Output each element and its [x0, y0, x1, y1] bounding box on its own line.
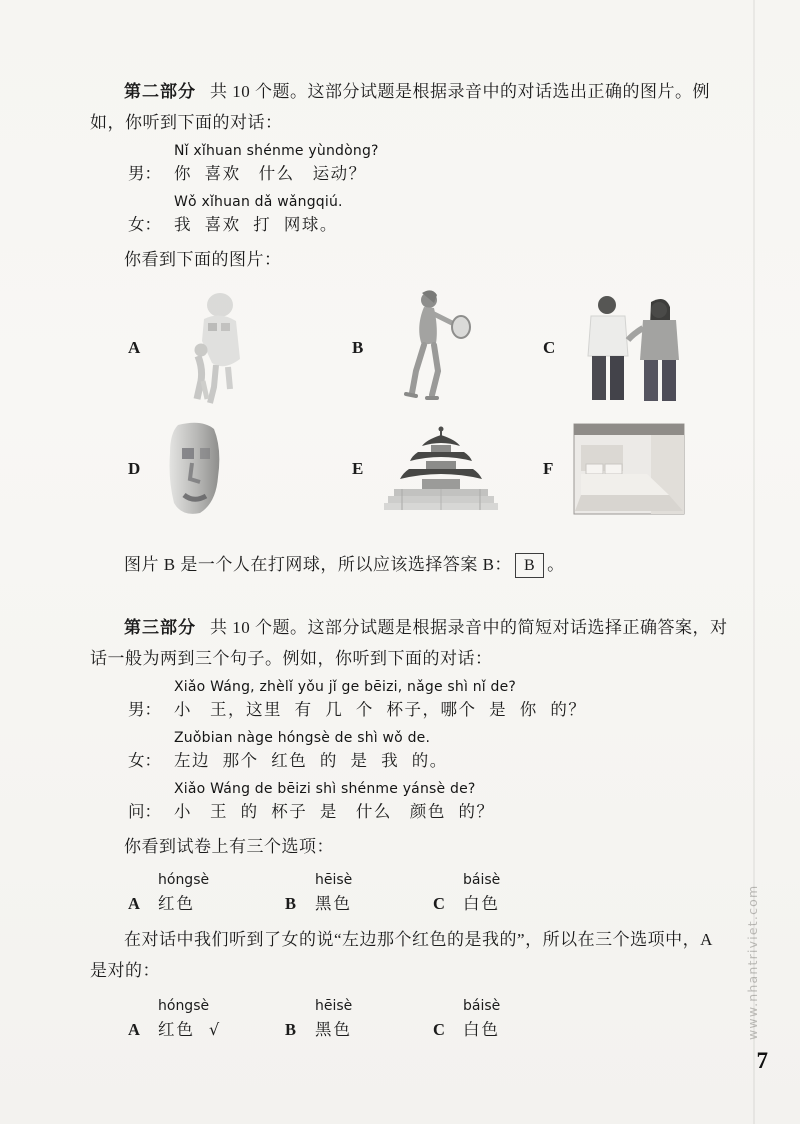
page-content	[90, 76, 734, 1042]
couple-walking-icon	[573, 294, 699, 402]
option-label: C	[433, 894, 445, 913]
option-hanzi: 黑色	[315, 1020, 352, 1039]
part3-heading: 第三部分	[124, 618, 196, 637]
options-row-answered	[128, 998, 734, 1042]
option-label: A	[128, 894, 140, 913]
picture-label: A	[128, 338, 141, 357]
picture-option-a	[128, 289, 352, 407]
part3-explanation: 在对话中我们听到了女的说“左边那个红色的是我的”，所以在三个选项中，A 是对的：	[90, 930, 712, 980]
part2-heading: 第二部分	[124, 82, 196, 101]
dialogue-line	[128, 193, 734, 237]
hanzi-line: 小 王 的 杯子 是 什么 颜色 的？	[174, 802, 495, 821]
part2-pictures-caption: 你看到下面的图片：	[124, 250, 282, 269]
part3-intro-paragraph	[90, 612, 734, 674]
hanzi-line: 小 王，这里 有 几 个 杯子，哪个 是 你 的？	[174, 700, 587, 719]
option-label: B	[285, 894, 297, 913]
option-c	[433, 872, 500, 916]
dialogue-line	[128, 729, 734, 773]
option-hanzi: 红色	[158, 1020, 195, 1039]
picture-option-d	[128, 419, 352, 519]
picture-option-e	[352, 425, 543, 513]
pinyin-line: Zuǒbian nàge hóngsè de shì wǒ de.	[174, 730, 431, 746]
part2-intro-paragraph	[90, 76, 734, 138]
picture-option-f	[543, 423, 734, 515]
picture-label: B	[352, 338, 364, 357]
boxed-answer: B	[515, 553, 544, 578]
part3-options-caption: 你看到试卷上有三个选项：	[124, 837, 334, 856]
part3-dialogue	[128, 678, 734, 824]
speaker-label: 男：	[128, 164, 161, 183]
page-number: 7	[756, 1048, 768, 1073]
options-row	[128, 872, 734, 916]
part2-answer-note: 图片 B 是一个人在打网球，所以应该选择答案 B： B 。	[90, 549, 734, 580]
picture-option-c	[543, 294, 734, 402]
part2-intro-text: 共 10 个题。这部分试题是根据录音中的对话选出正确的图片。例如，你听到下面的对话：	[90, 82, 710, 132]
speaker-label: 女：	[128, 215, 161, 234]
part3-intro-text: 共 10 个题。这部分试题是根据录音中的简短对话选择正确答案，对话一般为两到三个句子。例如，你听到下面的对话：	[90, 618, 728, 668]
stone-sculpture-icon	[158, 419, 230, 519]
option-b	[285, 998, 433, 1042]
dialogue-line	[128, 780, 734, 824]
pinyin-line: Wǒ xǐhuan dǎ wǎngqiú.	[174, 194, 343, 210]
dialogue-line	[128, 678, 734, 722]
picture-label: F	[543, 459, 554, 478]
pinyin-line: Nǐ xǐhuan shénme yùndòng?	[174, 143, 379, 159]
option-pinyin: báisè	[463, 872, 501, 888]
hanzi-line: 我 喜欢 打 网球。	[174, 215, 338, 234]
hanzi-line: 你 喜欢 什么 运动？	[174, 164, 367, 183]
parent-and-child-icon	[158, 289, 270, 407]
bedroom-photo-icon	[573, 423, 685, 515]
option-c	[433, 998, 500, 1042]
option-hanzi: 白色	[463, 894, 500, 913]
dialogue-line	[128, 142, 734, 186]
checkmark-icon: √	[209, 1020, 220, 1039]
option-pinyin: hēisè	[315, 872, 353, 888]
speaker-label: 女：	[128, 751, 161, 770]
option-label: A	[128, 1020, 140, 1039]
option-hanzi: 白色	[463, 1020, 500, 1039]
picture-label: D	[128, 459, 141, 478]
hanzi-line: 左边 那个 红色 的 是 我 的。	[174, 751, 448, 770]
option-pinyin: hēisè	[315, 998, 353, 1014]
option-b	[285, 872, 433, 916]
option-pinyin: hóngsè	[158, 998, 210, 1014]
pinyin-line: Xiǎo Wáng de bēizi shì shénme yánsè de?	[174, 781, 476, 797]
publisher-watermark: www.nhantriviet.com	[745, 884, 760, 1040]
pinyin-line: Xiǎo Wáng, zhèlǐ yǒu jǐ ge bēizi, nǎge shì nǐ de?	[174, 679, 517, 695]
option-hanzi: 红色	[158, 894, 195, 913]
part2-dialogue	[128, 142, 734, 237]
picture-label: C	[543, 338, 556, 357]
option-pinyin: báisè	[463, 998, 501, 1014]
option-label: B	[285, 1020, 297, 1039]
option-a-checked	[128, 998, 285, 1042]
speaker-label: 问：	[128, 802, 161, 821]
woman-playing-tennis-icon	[382, 287, 482, 409]
option-a	[128, 872, 285, 916]
example-pictures	[128, 287, 734, 519]
option-pinyin: hóngsè	[158, 872, 210, 888]
speaker-label: 男：	[128, 700, 161, 719]
temple-of-heaven-icon	[382, 425, 500, 513]
option-label: C	[433, 1020, 445, 1039]
picture-label: E	[352, 459, 364, 478]
option-hanzi: 黑色	[315, 894, 352, 913]
picture-option-b	[352, 287, 543, 409]
